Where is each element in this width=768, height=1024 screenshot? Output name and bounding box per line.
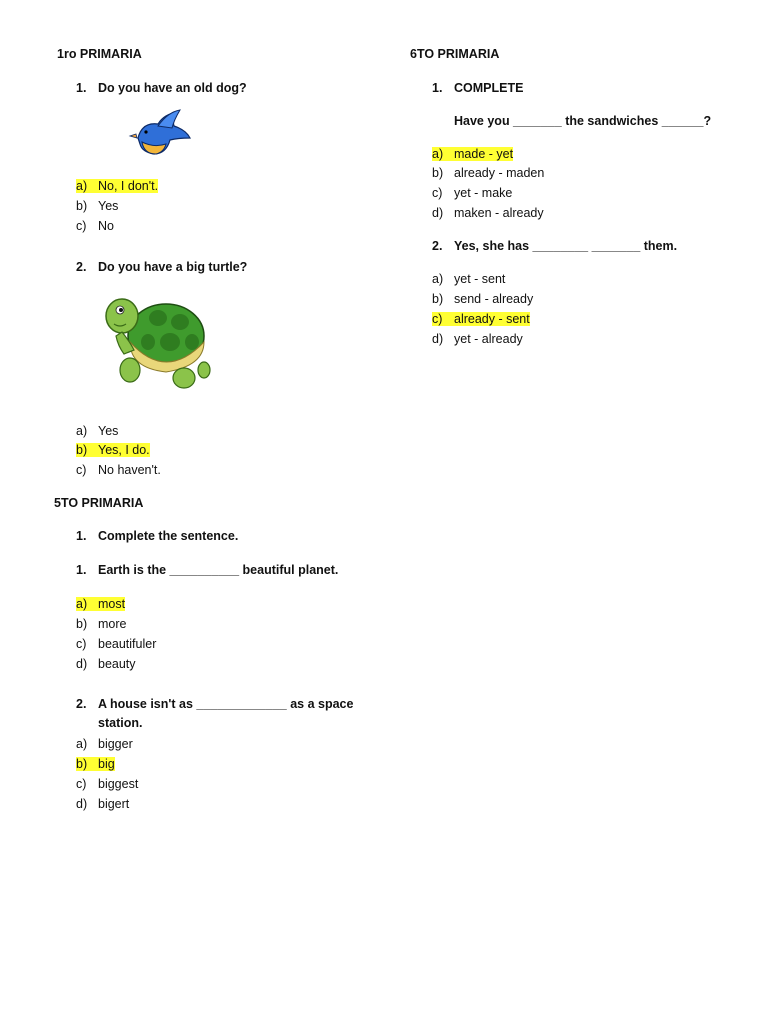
option-text: Yes, I do. <box>98 443 150 457</box>
option-6to-2a[interactable] <box>432 271 505 287</box>
question-text: Do you have an old dog? <box>98 81 247 95</box>
question-number: 2. <box>432 239 443 253</box>
option-letter: a) <box>76 424 88 438</box>
option-text: already - maden <box>454 166 545 180</box>
option-letter: d) <box>76 657 88 671</box>
option-text: beauty <box>98 657 136 671</box>
option-text: bigger <box>98 737 133 751</box>
option-text: No, I don't. <box>98 179 159 193</box>
option-letter: c) <box>432 186 443 200</box>
option-6to-1a[interactable] <box>432 146 513 162</box>
question-number: 1. <box>76 563 87 577</box>
question-number: 1. <box>76 529 87 543</box>
question-5to-instruction <box>76 528 238 544</box>
option-1ro-2c[interactable] <box>76 462 161 478</box>
option-5to-1b[interactable] <box>76 616 126 632</box>
option-text: yet - make <box>454 186 513 200</box>
option-letter: d) <box>76 797 88 811</box>
option-1ro-1b[interactable] <box>76 198 118 214</box>
option-text: No haven't. <box>98 463 161 477</box>
option-text: yet - sent <box>454 272 506 286</box>
question-text: Yes, she has ________ _______ them. <box>454 239 678 253</box>
question-number: 2. <box>76 697 87 711</box>
question-6to-1 <box>432 80 523 96</box>
option-5to-2b[interactable] <box>76 756 115 772</box>
option-text: made - yet <box>454 147 514 161</box>
question-6to-1-sentence: Have you _______ the sandwiches ______? <box>454 114 712 128</box>
option-letter: b) <box>76 757 88 771</box>
option-letter: c) <box>76 637 87 651</box>
option-text: No <box>98 219 114 233</box>
option-5to-2a[interactable] <box>76 736 133 752</box>
option-text: most <box>98 597 126 611</box>
option-letter: a) <box>76 597 88 611</box>
option-letter: b) <box>76 199 88 213</box>
option-letter: b) <box>432 292 444 306</box>
option-6to-1c[interactable] <box>432 185 512 201</box>
option-5to-1c[interactable] <box>76 636 156 652</box>
option-text: biggest <box>98 777 139 791</box>
option-1ro-1c[interactable] <box>76 218 114 234</box>
section-heading-6to: 6TO PRIMARIA <box>410 47 500 61</box>
question-text: COMPLETE <box>454 81 524 95</box>
option-letter: b) <box>76 617 88 631</box>
option-letter: c) <box>76 463 87 477</box>
question-5to-1 <box>76 562 338 578</box>
option-letter: c) <box>76 777 87 791</box>
option-letter: c) <box>432 312 443 326</box>
option-letter: a) <box>432 272 444 286</box>
option-letter: c) <box>76 219 87 233</box>
section-heading-1ro: 1ro PRIMARIA <box>57 47 142 61</box>
option-text: yet - already <box>454 332 523 346</box>
question-1ro-1 <box>76 80 247 96</box>
question-1ro-2 <box>76 259 247 275</box>
option-text: beautifuler <box>98 637 157 651</box>
option-text: already - sent <box>454 312 530 326</box>
option-1ro-2b[interactable] <box>76 442 150 458</box>
option-5to-2d[interactable] <box>76 796 129 812</box>
option-letter: a) <box>76 179 88 193</box>
option-6to-2d[interactable] <box>432 331 523 347</box>
option-letter: a) <box>432 147 444 161</box>
option-text: Yes <box>98 424 119 438</box>
option-5to-1d[interactable] <box>76 656 136 672</box>
question-number: 1. <box>76 81 87 95</box>
option-1ro-1a[interactable] <box>76 178 158 194</box>
option-text: bigert <box>98 797 130 811</box>
option-6to-1b[interactable] <box>432 165 544 181</box>
question-5to-2-continued: station. <box>98 716 143 730</box>
option-text: big <box>98 757 115 771</box>
option-letter: d) <box>432 206 444 220</box>
question-number: 1. <box>432 81 443 95</box>
option-text: Yes <box>98 199 119 213</box>
option-letter: a) <box>76 737 88 751</box>
question-text: A house isn't as _____________ as a space <box>98 697 354 711</box>
question-6to-2 <box>432 238 677 254</box>
question-text: Do you have a big turtle? <box>98 260 248 274</box>
option-text: send - already <box>454 292 534 306</box>
bluebird-illustration <box>128 108 192 158</box>
option-letter: b) <box>76 443 88 457</box>
option-5to-2c[interactable] <box>76 776 138 792</box>
option-5to-1a[interactable] <box>76 596 125 612</box>
option-6to-1d[interactable] <box>432 205 544 221</box>
section-heading-5to: 5TO PRIMARIA <box>54 496 144 510</box>
question-5to-2 <box>76 696 353 712</box>
option-6to-2b[interactable] <box>432 291 533 307</box>
question-text: Earth is the __________ beautiful planet. <box>98 563 339 577</box>
option-letter: b) <box>432 166 444 180</box>
option-6to-2c[interactable] <box>432 311 530 327</box>
option-text: more <box>98 617 127 631</box>
option-1ro-2a[interactable] <box>76 423 118 439</box>
option-letter: d) <box>432 332 444 346</box>
question-text: Complete the sentence. <box>98 529 239 543</box>
option-text: maken - already <box>454 206 544 220</box>
turtle-illustration <box>100 290 212 392</box>
question-number: 2. <box>76 260 87 274</box>
